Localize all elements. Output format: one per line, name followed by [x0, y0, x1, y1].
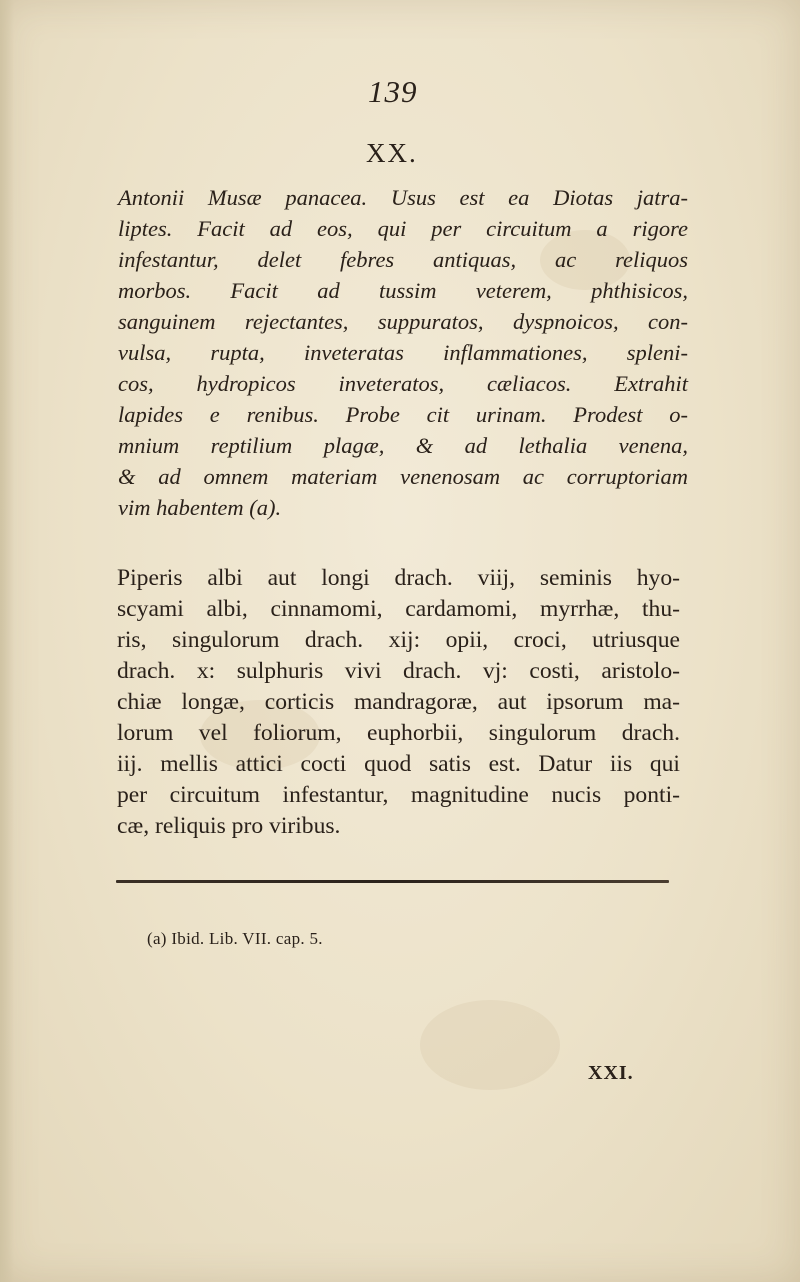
footnote: (a) Ibid. Lib. VII. cap. 5. — [147, 929, 323, 948]
text-line: drach. x: sulphuris vivi drach. vj: costi, aristolo- — [117, 658, 680, 684]
recipe-paragraph — [117, 563, 680, 842]
text-line: cos, hydropicos inveteratos, cæliacos. Extrahit — [118, 371, 688, 396]
text-line: vim habentem (a). — [118, 495, 282, 520]
text-line: chiæ longæ, corticis mandragoræ, aut ipsorum ma- — [117, 689, 680, 715]
text-line: per circuitum infestantur, magnitudine nucis ponti- — [117, 782, 680, 808]
chapter-heading: XX. — [366, 138, 418, 168]
text-line: sanguinem rejectantes, suppuratos, dyspnoicos, con- — [118, 309, 688, 334]
text-line: scyami albi, cinnamomi, cardamomi, myrrhæ, thu- — [117, 596, 680, 622]
text-line: vulsa, rupta, inveteratas inflammationes, spleni- — [118, 340, 688, 365]
page-gutter-shadow — [0, 0, 14, 1282]
text-line: lorum vel foliorum, euphorbii, singulorum drach. — [117, 720, 680, 746]
footnote-rule — [116, 880, 669, 883]
text-line: & ad omnem materiam venenosam ac corruptoriam — [118, 464, 688, 489]
text-line: liptes. Facit ad eos, qui per circuitum a rigore — [118, 216, 688, 241]
text-line: mnium reptilium plagæ, & ad lethalia venena, — [118, 433, 688, 458]
text-line: Antonii Musæ panacea. Usus est ea Diotas jatra- — [118, 185, 688, 210]
catchword: XXI. — [588, 1062, 634, 1084]
italic-paragraph — [118, 182, 688, 523]
text-line: morbos. Facit ad tussim veterem, phthisicos, — [118, 278, 688, 303]
text-line: infestantur, delet febres antiquas, ac reliquos — [118, 247, 688, 272]
text-line: lapides e renibus. Probe cit urinam. Prodest o- — [118, 402, 688, 427]
text-line: cæ, reliquis pro viribus. — [117, 813, 341, 839]
page-number: 139 — [368, 74, 418, 109]
text-line: ris, singulorum drach. xij: opii, croci, utriusque — [117, 627, 680, 653]
text-line: Piperis albi aut longi drach. viij, seminis hyo- — [117, 565, 680, 591]
paper-stain — [420, 1000, 560, 1090]
text-line: iij. mellis attici cocti quod satis est. Datur iis qui — [117, 751, 680, 777]
